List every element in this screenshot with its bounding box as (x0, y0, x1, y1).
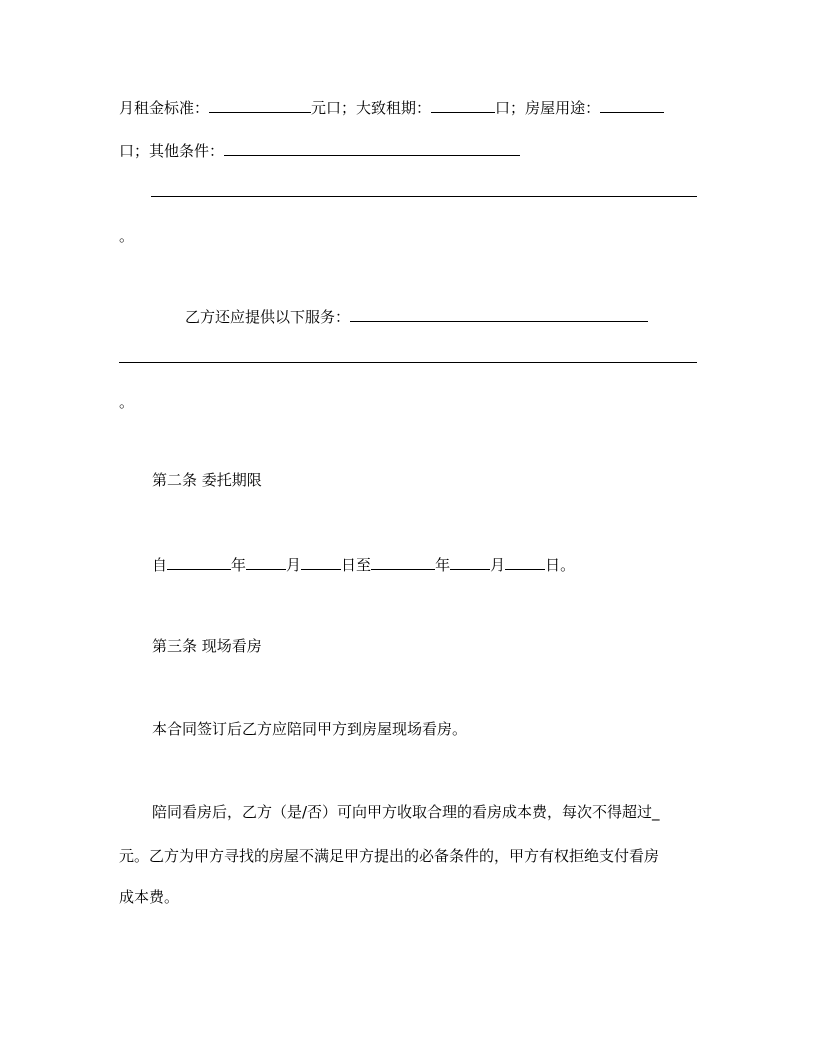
period-1: 。 (119, 227, 135, 245)
day-label-1: 日至 (341, 556, 372, 574)
term-blank[interactable] (431, 97, 495, 113)
article-3-para-2-line-2: 元。乙方为甲方寻找的房屋不满足甲方提出的必备条件的，甲方有权拒绝支付看房 (119, 847, 660, 865)
month-label-2: 月 (490, 556, 506, 574)
other-label: 其他条件： (149, 142, 225, 160)
article-3-para-2-line-3: 成本费。 (119, 888, 180, 906)
month-label-1: 月 (286, 556, 302, 574)
start-day-blank[interactable] (301, 554, 341, 570)
period-2: 。 (119, 393, 135, 411)
date-range-line (152, 554, 575, 575)
day-label-2: 日。 (545, 556, 576, 574)
services-line (185, 306, 648, 327)
rent-label: 月租金标准： (119, 99, 210, 117)
rent-unit: 元口； (311, 99, 357, 117)
rent-blank[interactable] (209, 97, 311, 113)
from-label: 自 (152, 556, 168, 574)
year-label-1: 年 (231, 556, 247, 574)
term-label: 大致租期： (356, 99, 432, 117)
year-label-2: 年 (435, 556, 451, 574)
end-day-blank[interactable] (505, 554, 545, 570)
term-mark: 口； (495, 99, 526, 117)
article-2-heading: 第二条 委托期限 (152, 471, 262, 489)
blank-rule-1[interactable] (151, 196, 697, 197)
use-blank[interactable] (600, 97, 664, 113)
services-blank[interactable] (350, 306, 648, 322)
other-conditions-line (119, 140, 520, 161)
start-month-blank[interactable] (246, 554, 286, 570)
end-year-blank[interactable] (371, 554, 435, 570)
rent-line (119, 97, 664, 118)
end-month-blank[interactable] (450, 554, 490, 570)
article-3-para-2-line-1: 陪同看房后，乙方（是/否）可向甲方收取合理的看房成本费，每次不得超过_ (152, 803, 660, 821)
blank-rule-2[interactable] (119, 362, 697, 363)
other-blank[interactable] (224, 140, 520, 156)
other-mark: 口； (119, 142, 150, 160)
article-3-para-1: 本合同签订后乙方应陪同甲方到房屋现场看房。 (152, 720, 468, 738)
services-label: 乙方还应提供以下服务： (185, 308, 351, 326)
use-label: 房屋用途： (525, 99, 601, 117)
start-year-blank[interactable] (167, 554, 231, 570)
article-3-heading: 第三条 现场看房 (152, 637, 262, 655)
